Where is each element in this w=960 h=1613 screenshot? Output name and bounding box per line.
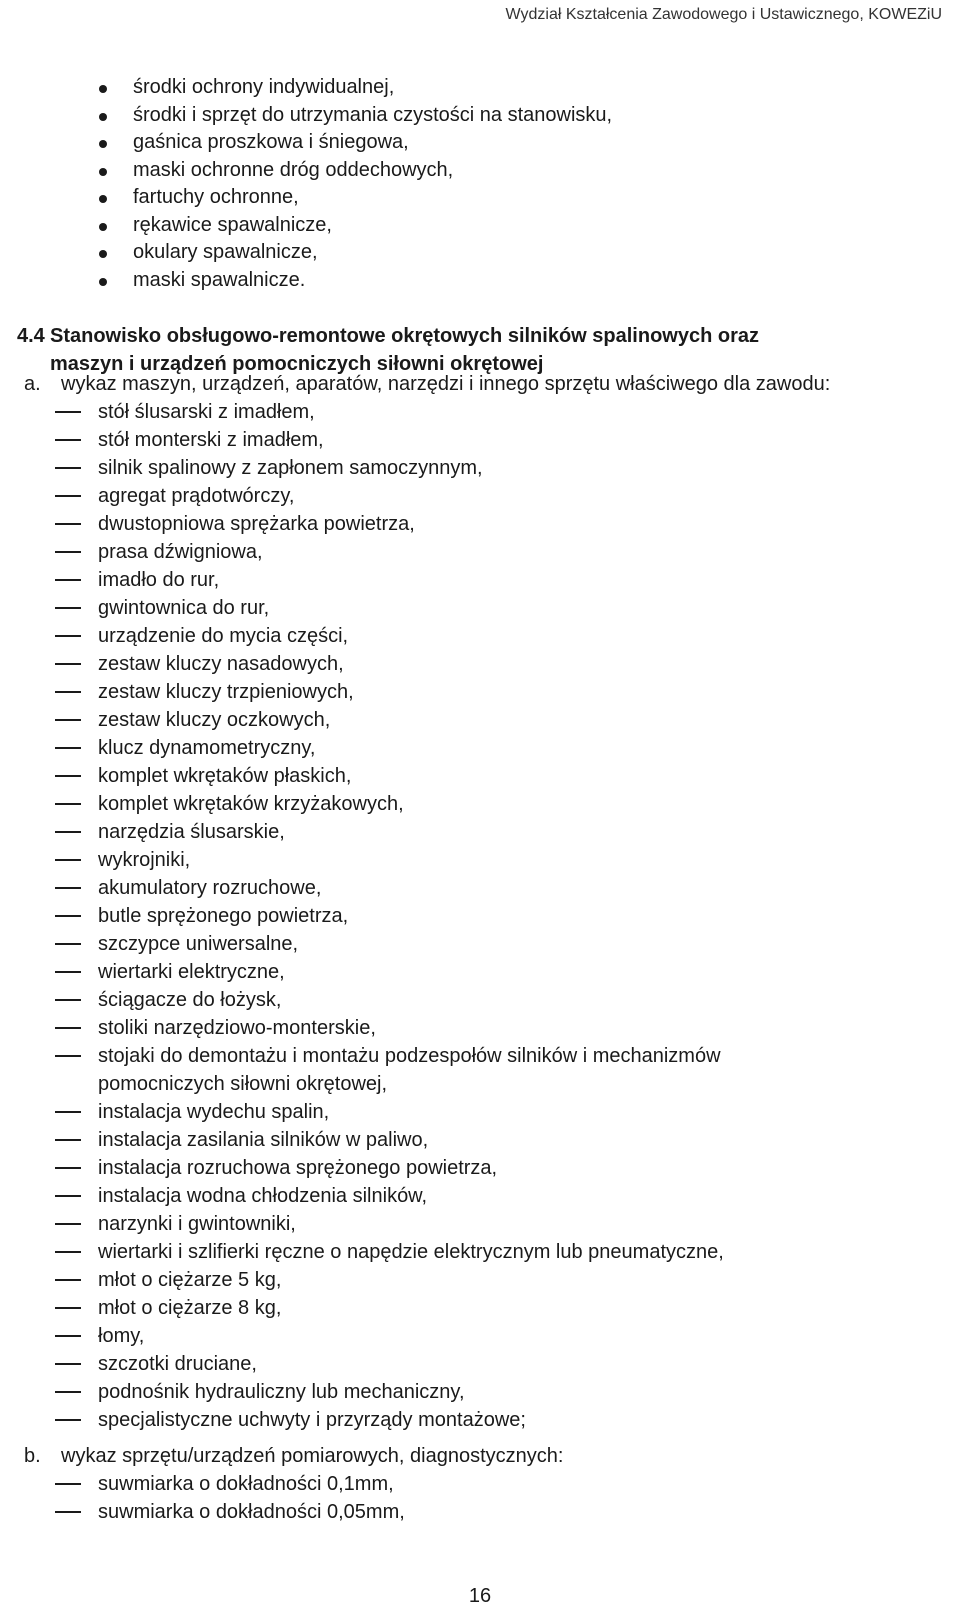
list-item-text: ściągacze do łożysk,	[98, 989, 282, 1011]
list-item-text: stół ślusarski z imadłem,	[98, 401, 315, 423]
section-title-line-2: maszyn i urządzeń pomocniczych siłowni okrętowej	[50, 353, 544, 375]
bullet-text: maski ochronne dróg oddechowych,	[133, 158, 454, 181]
bullet-item	[0, 267, 612, 295]
list-item-text: silnik spalinowy z zapłonem samoczynnym,	[98, 457, 483, 479]
list-item	[0, 1350, 724, 1378]
list-item-text: zestaw kluczy nasadowych,	[98, 653, 344, 675]
page-header: Wydział Kształcenia Zawodowego i Ustawicznego, KOWEZiU	[505, 6, 942, 23]
list-item	[0, 1238, 724, 1266]
list-item	[0, 1378, 724, 1406]
list-item-text: młot o ciężarze 8 kg,	[98, 1297, 282, 1319]
dash-icon	[55, 1279, 81, 1281]
list-item	[0, 1042, 724, 1098]
dash-icon	[55, 943, 81, 945]
bullet-item	[0, 157, 612, 185]
measuring-equipment-list	[0, 1470, 405, 1526]
list-item-text: narzynki i gwintowniki,	[98, 1213, 296, 1235]
bullet-dot-icon	[99, 140, 107, 148]
dash-icon	[55, 971, 81, 973]
dash-icon	[55, 747, 81, 749]
section-title-line-1: Stanowisko obsługowo-remontowe okrętowych silników spalinowych oraz	[50, 325, 759, 347]
bullet-item	[0, 74, 612, 102]
list-item-text: instalacja rozruchowa sprężonego powietrza,	[98, 1157, 498, 1179]
list-item-text: komplet wkrętaków krzyżakowych,	[98, 793, 404, 815]
bullet-text: rękawice spawalnicze,	[133, 213, 332, 236]
equipment-list	[0, 398, 724, 1434]
bullet-dot-icon	[99, 85, 107, 93]
dash-icon	[55, 775, 81, 777]
list-item	[0, 1266, 724, 1294]
dash-icon	[55, 1307, 81, 1309]
bullet-dot-icon	[99, 250, 107, 258]
dash-icon	[55, 1335, 81, 1337]
list-item	[0, 1406, 724, 1434]
bullet-dot-icon	[99, 278, 107, 286]
list-item-text: instalacja wydechu spalin,	[98, 1101, 330, 1123]
dash-icon	[55, 1139, 81, 1141]
subsection-b-letter: b.	[24, 1445, 41, 1467]
dash-icon	[55, 1511, 81, 1513]
list-item-text: wiertarki i szlifierki ręczne o napędzie elektrycznym lub pneumatyczne,	[98, 1241, 724, 1263]
dash-icon	[55, 1195, 81, 1197]
list-item	[0, 622, 724, 650]
list-item-text: instalacja zasilania silników w paliwo,	[98, 1129, 429, 1151]
dash-icon	[55, 887, 81, 889]
list-item-text: podnośnik hydrauliczny lub mechaniczny,	[98, 1381, 465, 1403]
list-item	[0, 1126, 724, 1154]
dash-icon	[55, 1419, 81, 1421]
list-item	[0, 734, 724, 762]
dash-icon	[55, 1055, 81, 1057]
bullet-text: okulary spawalnicze,	[133, 241, 318, 263]
dash-icon	[55, 859, 81, 861]
list-item	[0, 846, 724, 874]
list-item-text: zestaw kluczy oczkowych,	[98, 709, 331, 731]
list-item	[0, 482, 724, 510]
list-item-text: suwmiarka o dokładności 0,1mm,	[98, 1473, 394, 1495]
list-item-text: łomy,	[98, 1325, 145, 1347]
list-item	[0, 1210, 724, 1238]
subsection-b-text: wykaz sprzętu/urządzeń pomiarowych, diagnostycznych:	[61, 1445, 564, 1467]
list-item-text: akumulatory rozruchowe,	[98, 877, 322, 899]
list-item-text: wiertarki elektryczne,	[98, 961, 285, 983]
list-item	[0, 678, 724, 706]
subsection-a-letter: a.	[24, 373, 41, 395]
list-item	[0, 510, 724, 538]
bullet-item	[0, 184, 612, 212]
bullet-text: fartuchy ochronne,	[133, 186, 299, 208]
list-item-text: stół monterski z imadłem,	[98, 429, 324, 451]
list-item-text: wykrojniki,	[98, 849, 191, 871]
list-item	[0, 650, 724, 678]
list-item	[0, 398, 724, 426]
bullet-dot-icon	[99, 223, 107, 231]
list-item-text: prasa dźwigniowa,	[98, 541, 263, 563]
list-item	[0, 818, 724, 846]
dash-icon	[55, 523, 81, 525]
bullet-item	[0, 129, 612, 157]
list-item-text: butle sprężonego powietrza,	[98, 905, 349, 927]
bullet-text: środki i sprzęt do utrzymania czystości na stanowisku,	[133, 103, 613, 126]
bullet-dot-icon	[99, 195, 107, 203]
list-item-text: dwustopniowa sprężarka powietrza,	[98, 513, 415, 535]
list-item-text: gwintownica do rur,	[98, 597, 270, 619]
list-item	[0, 790, 724, 818]
list-item-text: komplet wkrętaków płaskich,	[98, 765, 352, 787]
dash-icon	[55, 915, 81, 917]
dash-icon	[55, 635, 81, 637]
bullet-dot-icon	[99, 113, 107, 121]
dash-icon	[55, 467, 81, 469]
list-item	[0, 706, 724, 734]
list-item-text: klucz dynamometryczny,	[98, 737, 316, 759]
dash-icon	[55, 1483, 81, 1485]
dash-icon	[55, 1223, 81, 1225]
list-item	[0, 930, 724, 958]
list-item-text: instalacja wodna chłodzenia silników,	[98, 1185, 428, 1207]
dash-icon	[55, 579, 81, 581]
list-item	[0, 1098, 724, 1126]
list-item-text: stojaki do demontażu i montażu podzespołów silników i mechanizmów	[98, 1045, 721, 1067]
list-item-text: zestaw kluczy trzpieniowych,	[98, 681, 354, 703]
list-item	[0, 958, 724, 986]
list-item	[0, 1294, 724, 1322]
list-item-text: suwmiarka o dokładności 0,05mm,	[98, 1501, 405, 1523]
dash-icon	[55, 831, 81, 833]
list-item	[0, 454, 724, 482]
dash-icon	[55, 1391, 81, 1393]
list-item	[0, 1014, 724, 1042]
dash-icon	[55, 411, 81, 413]
dash-icon	[55, 663, 81, 665]
dash-icon	[55, 439, 81, 441]
section-number: 4.4	[17, 325, 45, 347]
dash-icon	[55, 803, 81, 805]
subsection-a-text: wykaz maszyn, urządzeń, aparatów, narzędzi i innego sprzętu właściwego dla zawodu:	[61, 373, 831, 395]
list-item	[0, 1154, 724, 1182]
list-item-text-continued: pomocniczych siłowni okrętowej,	[98, 1073, 388, 1095]
dash-icon	[55, 1027, 81, 1029]
dash-icon	[55, 551, 81, 553]
list-item-text: młot o ciężarze 5 kg,	[98, 1269, 282, 1291]
list-item	[0, 874, 724, 902]
dash-icon	[55, 719, 81, 721]
bullet-dot-icon	[99, 168, 107, 176]
list-item	[0, 902, 724, 930]
dash-icon	[55, 1251, 81, 1253]
dash-icon	[55, 1363, 81, 1365]
list-item	[0, 594, 724, 622]
page-number: 16	[468, 1585, 492, 1607]
bullet-item	[0, 102, 612, 130]
list-item-text: urządzenie do mycia części,	[98, 625, 349, 647]
list-item-text: stoliki narzędziowo-monterskie,	[98, 1017, 376, 1039]
list-item	[0, 1498, 405, 1526]
dash-icon	[55, 999, 81, 1001]
list-item	[0, 986, 724, 1014]
bullet-item	[0, 239, 612, 267]
list-item	[0, 1322, 724, 1350]
list-item	[0, 426, 724, 454]
list-item-text: szczotki druciane,	[98, 1353, 257, 1375]
list-item-text: specjalistyczne uchwyty i przyrządy montażowe;	[98, 1409, 526, 1431]
dash-icon	[55, 495, 81, 497]
bullet-item	[0, 212, 612, 240]
list-item	[0, 1182, 724, 1210]
list-item-text: imadło do rur,	[98, 569, 220, 591]
dash-icon	[55, 1167, 81, 1169]
bullet-text: maski spawalnicze.	[133, 268, 306, 291]
bullet-text: środki ochrony indywidualnej,	[133, 76, 395, 98]
bullet-text: gaśnica proszkowa i śniegowa,	[133, 131, 409, 153]
list-item	[0, 566, 724, 594]
list-item-text: szczypce uniwersalne,	[98, 933, 299, 955]
list-item	[0, 538, 724, 566]
dash-icon	[55, 607, 81, 609]
list-item-text: narzędzia ślusarskie,	[98, 821, 285, 843]
dash-icon	[55, 691, 81, 693]
list-item	[0, 762, 724, 790]
list-item-text: agregat prądotwórczy,	[98, 485, 295, 507]
list-item	[0, 1470, 405, 1498]
bullet-list	[0, 74, 612, 294]
dash-icon	[55, 1111, 81, 1113]
